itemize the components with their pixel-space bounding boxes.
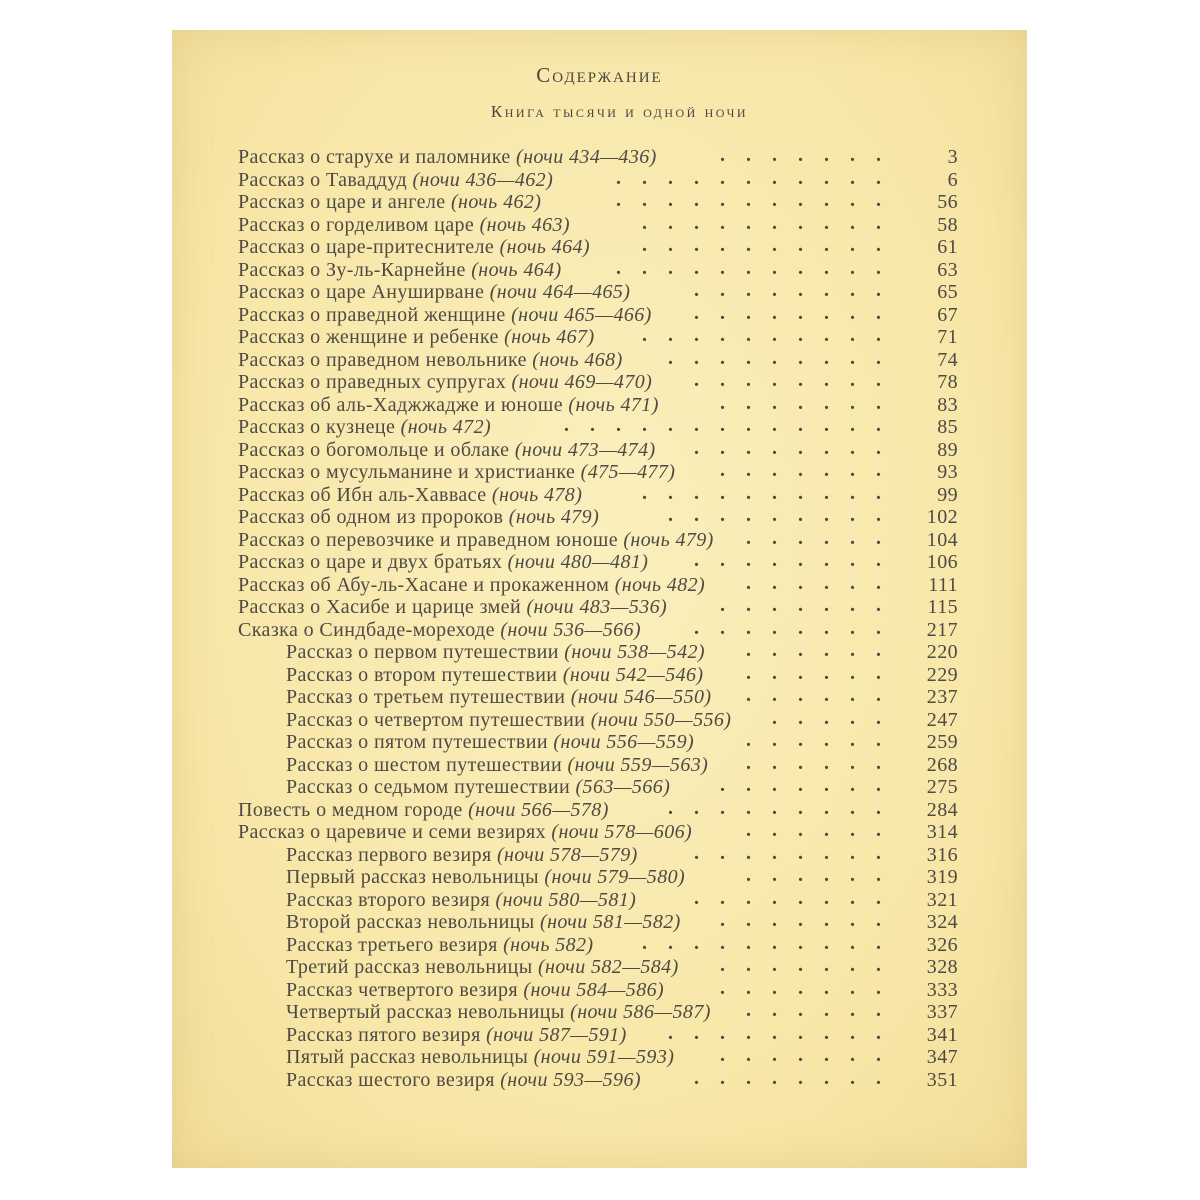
dot-leader: .........	[668, 796, 902, 819]
table-of-contents	[238, 146, 958, 1091]
toc-entry-title: Рассказ о шестом путешествии	[286, 753, 563, 776]
toc-entry-page: 67	[937, 303, 958, 326]
toc-entry	[286, 661, 958, 687]
dot-leader: ........	[694, 279, 902, 301]
toc-entry-title: Рассказ о четвертом путешествии	[286, 708, 586, 731]
toc-entry-page: 237	[926, 686, 958, 708]
dot-leader: ......	[746, 864, 902, 886]
toc-entry	[286, 1066, 958, 1092]
toc-entry	[286, 641, 958, 664]
toc-entry-nights: (ночь 482)	[614, 573, 706, 596]
toc-entry-page: 104	[926, 528, 958, 551]
toc-entry-nights: (ночи 480—481)	[507, 551, 649, 573]
toc-entry-nights: (ночи 584—586)	[523, 978, 665, 1001]
toc-entry-title: Рассказ о женщине и ребенке	[238, 326, 499, 348]
toc-entry-nights: (475—477)	[580, 461, 676, 483]
dot-leader: ...........	[616, 256, 902, 279]
toc-entry-title: Рассказ второго везиря	[286, 888, 491, 911]
dot-leader: ........	[694, 886, 902, 909]
dot-leader: ........	[694, 1066, 902, 1089]
toc-entry-nights: (ночи 578—579)	[497, 843, 638, 866]
dot-leader: .......	[720, 909, 902, 931]
toc-entry-title: Рассказ о царевиче и семи везирях	[238, 821, 546, 843]
toc-entry	[286, 1021, 958, 1047]
toc-entry-page: 275	[926, 776, 958, 798]
dot-leader: ......	[746, 999, 902, 1021]
page-title: Содержание	[536, 63, 663, 87]
toc-entry-nights: (ночь 464)	[499, 236, 590, 258]
toc-entry-nights: (ночь 472)	[400, 416, 492, 438]
dot-leader: .......	[720, 459, 902, 481]
toc-entry-title: Третий рассказ невольницы	[286, 956, 533, 978]
toc-entry-nights: (ночи 542—546)	[562, 663, 704, 686]
toc-entry-nights: (ночь 582)	[503, 933, 594, 956]
toc-entry-page: 89	[937, 438, 958, 461]
toc-entry-title: Рассказ об аль-Хаджжадже и юноше	[238, 393, 563, 416]
toc-entry-title: Рассказ о кузнеце	[238, 416, 396, 438]
toc-entry	[238, 506, 958, 529]
toc-entry	[238, 191, 958, 214]
toc-entry-title: Рассказ о первом путешествии	[286, 641, 559, 663]
toc-entry-page: 268	[926, 753, 958, 776]
toc-entry	[238, 596, 958, 619]
toc-entry-page: 65	[937, 281, 958, 303]
dot-leader: .............	[564, 414, 902, 436]
toc-entry	[238, 436, 958, 462]
toc-entry	[238, 166, 958, 192]
toc-entry-page: 337	[926, 1001, 958, 1023]
toc-entry-title: Рассказ о втором путешествии	[286, 663, 558, 686]
dot-leader: ........	[694, 841, 902, 864]
toc-entry-nights: (ночи 536—566)	[500, 618, 641, 641]
toc-entry	[286, 776, 958, 799]
toc-entry-nights: (ночь 479)	[623, 528, 714, 551]
toc-entry-page: 99	[937, 483, 958, 506]
toc-entry	[238, 211, 958, 237]
toc-entry-page: 115	[927, 596, 958, 618]
toc-entry-title: Первый рассказ невольницы	[286, 866, 539, 888]
toc-entry	[238, 301, 958, 327]
toc-entry-page: 93	[937, 461, 958, 483]
toc-entry	[286, 706, 958, 732]
toc-entry-title: Рассказ четвертого везиря	[286, 978, 518, 1001]
toc-entry-title: Четвертый рассказ невольницы	[286, 1001, 565, 1023]
toc-entry-page: 78	[937, 371, 958, 393]
toc-entry-title: Рассказ о горделивом царе	[238, 213, 475, 236]
toc-entry-nights: (ночи 593—596)	[500, 1068, 641, 1091]
toc-entry-title: Рассказ о царе Ануширване	[238, 281, 485, 303]
toc-entry	[238, 346, 958, 372]
toc-entry	[238, 146, 958, 169]
dot-leader: ......	[746, 526, 902, 549]
toc-entry-page: 314	[926, 821, 958, 843]
toc-entry-nights: (ночи 582—584)	[537, 956, 679, 978]
dot-leader: .....	[772, 706, 902, 729]
toc-entry-nights: (ночи 434—436)	[516, 146, 657, 168]
toc-entry	[286, 931, 958, 957]
toc-entry-page: 111	[928, 573, 958, 596]
toc-entry-nights: (ночи 436—462)	[412, 168, 554, 191]
toc-entry	[286, 1001, 958, 1024]
toc-entry	[238, 821, 958, 844]
toc-entry	[238, 526, 958, 552]
toc-entry	[238, 281, 958, 304]
toc-entry	[286, 751, 958, 777]
toc-entry-title: Сказка о Синдбаде-мореходе	[238, 618, 495, 641]
toc-entry-page: 229	[926, 663, 958, 686]
toc-entry-page: 6	[947, 168, 958, 191]
toc-entry	[238, 371, 958, 394]
toc-entry-title: Рассказ о старухе и паломнике	[238, 146, 511, 168]
toc-entry-page: 321	[926, 888, 958, 911]
toc-entry-page: 326	[926, 933, 958, 956]
toc-entry-nights: (ночь 467)	[504, 326, 595, 348]
dot-leader: .........	[668, 504, 902, 526]
dot-leader: ........	[694, 369, 902, 391]
toc-entry-page: 324	[926, 911, 958, 933]
toc-entry-page: 83	[937, 393, 958, 416]
toc-entry-title: Пятый рассказ невольницы	[286, 1046, 529, 1068]
dot-leader: ......	[746, 639, 902, 661]
toc-entry-nights: (ночи 559—563)	[567, 753, 709, 776]
toc-entry-page: 85	[937, 416, 958, 438]
toc-entry-title: Рассказ о перевозчике и праведном юноше	[238, 528, 618, 551]
toc-entry-page: 259	[926, 731, 958, 753]
dot-leader: .......	[720, 391, 902, 414]
toc-entry-nights: (ночи 550—556)	[590, 708, 732, 731]
toc-entry-nights: (ночи 591—593)	[533, 1046, 675, 1068]
dot-leader: .......	[720, 594, 902, 616]
toc-entry-nights: (ночь 462)	[450, 191, 542, 213]
dot-leader: ......	[746, 751, 902, 774]
toc-entry-nights: (ночи 580—581)	[495, 888, 637, 911]
toc-entry-page: 284	[926, 798, 958, 821]
toc-entry-page: 58	[937, 213, 958, 236]
toc-entry	[286, 956, 958, 979]
toc-entry	[286, 731, 958, 754]
toc-entry	[238, 551, 958, 574]
toc-entry-page: 328	[926, 956, 958, 978]
toc-entry-page: 316	[926, 843, 958, 866]
dot-leader: ........	[694, 436, 902, 459]
dot-leader: .......	[720, 774, 902, 796]
toc-entry-title: Рассказ шестого везиря	[286, 1068, 495, 1091]
dot-leader: ......	[746, 684, 902, 706]
toc-entry	[286, 976, 958, 1002]
toc-entry-nights: (ночи 469—470)	[511, 371, 653, 393]
toc-entry	[238, 571, 958, 597]
toc-entry-nights: (ночи 546—550)	[570, 686, 712, 708]
toc-entry	[286, 1046, 958, 1069]
dot-leader: ......	[746, 819, 902, 841]
toc-entry-nights: (ночь 463)	[479, 213, 570, 236]
toc-entry-nights: (ночи 578—606)	[551, 821, 693, 843]
toc-entry-page: 341	[926, 1023, 958, 1046]
dot-leader: .........	[668, 1021, 902, 1044]
toc-entry-title: Рассказ о седьмом путешествии	[286, 776, 571, 798]
toc-entry-nights: (563—566)	[575, 776, 671, 798]
page-subtitle: Книга тысячи и одной ночи	[490, 102, 749, 121]
toc-entry-nights: (ночь 471)	[568, 393, 659, 416]
toc-entry	[238, 326, 958, 349]
toc-entry-title: Рассказ о праведной женщине	[238, 303, 506, 326]
toc-entry-title: Рассказ о богомольце и облаке	[238, 438, 510, 461]
toc-entry-nights: (ночи 581—582)	[540, 911, 681, 933]
toc-entry-page: 347	[926, 1046, 958, 1068]
toc-entry-page: 220	[926, 641, 958, 663]
toc-entry	[286, 841, 958, 867]
toc-entry-page: 63	[937, 258, 958, 281]
dot-leader: ..........	[642, 481, 902, 504]
toc-entry-title: Рассказ о мусульманине и христианке	[238, 461, 576, 483]
toc-entry	[238, 796, 958, 822]
dot-leader: ..........	[642, 324, 902, 346]
toc-entry-title: Рассказ о праведных супругах	[238, 371, 507, 393]
dot-leader: ..........	[642, 931, 902, 954]
toc-entry	[286, 911, 958, 934]
toc-entry	[238, 616, 958, 642]
toc-entry-title: Рассказ пятого везиря	[286, 1023, 481, 1046]
toc-entry	[286, 866, 958, 889]
dot-leader: ......	[746, 571, 902, 594]
toc-entry-title: Рассказ о Зу-ль-Карнейне	[238, 258, 466, 281]
toc-entry-nights: (ночи 566—578)	[468, 798, 609, 821]
toc-entry	[238, 391, 958, 417]
toc-entry-title: Рассказ третьего везиря	[286, 933, 498, 956]
toc-entry-title: Рассказ о пятом путешествии	[286, 731, 548, 753]
toc-entry	[286, 886, 958, 912]
toc-entry-nights: (ночь 464)	[471, 258, 562, 281]
dot-leader: ........	[694, 549, 902, 571]
toc-entry-nights: (ночь 468)	[532, 348, 623, 371]
dot-leader: ...........	[616, 189, 902, 211]
toc-entry-nights: (ночи 556—559)	[553, 731, 695, 753]
toc-entry	[238, 481, 958, 507]
toc-entry-title: Рассказ о Таваддуд	[238, 168, 408, 191]
dot-leader: ..........	[642, 211, 902, 234]
toc-entry-title: Рассказ об Абу-ль-Хасане и прокаженном	[238, 573, 610, 596]
toc-entry-title: Рассказ о третьем путешествии	[286, 686, 566, 708]
toc-entry-nights: (ночи 473—474)	[514, 438, 656, 461]
toc-entry-nights: (ночи 586—587)	[570, 1001, 711, 1023]
toc-entry	[286, 686, 958, 709]
toc-entry-title: Рассказ первого везиря	[286, 843, 492, 866]
dot-leader: ........	[694, 616, 902, 639]
toc-entry-page: 61	[937, 236, 958, 258]
toc-entry	[238, 461, 958, 484]
toc-entry-nights: (ночь 478)	[491, 483, 583, 506]
dot-leader: ......	[746, 729, 902, 751]
dot-leader: ...........	[616, 166, 902, 189]
dot-leader: .......	[720, 954, 902, 976]
toc-entry-nights: (ночи 579—580)	[544, 866, 686, 888]
toc-entry-page: 247	[926, 708, 958, 731]
toc-entry-page: 106	[926, 551, 958, 573]
book-page	[172, 30, 1027, 1168]
toc-entry-title: Рассказ о царе-притеснителе	[238, 236, 495, 258]
toc-entry-page: 74	[937, 348, 958, 371]
toc-entry-page: 102	[926, 506, 958, 528]
toc-entry-title: Рассказ о царе и ангеле	[238, 191, 446, 213]
toc-entry-title: Рассказ о праведном невольнике	[238, 348, 527, 371]
toc-entry-nights: (ночь 479)	[508, 506, 600, 528]
dot-leader: ......	[746, 661, 902, 684]
toc-entry-page: 56	[937, 191, 958, 213]
toc-entry	[238, 256, 958, 282]
dot-leader: .......	[720, 1044, 902, 1066]
toc-entry-nights: (ночи 483—536)	[526, 596, 668, 618]
toc-entry-page: 217	[926, 618, 958, 641]
toc-entry	[238, 416, 958, 439]
dot-leader: ........	[694, 301, 902, 324]
dot-leader: ..........	[642, 234, 902, 256]
toc-entry-page: 333	[926, 978, 958, 1001]
toc-entry-nights: (ночи 464—465)	[489, 281, 631, 303]
dot-leader: .......	[720, 976, 902, 999]
dot-leader: .......	[720, 144, 902, 166]
toc-entry-title: Рассказ о царе и двух братьях	[238, 551, 503, 573]
toc-entry-nights: (ночи 465—466)	[511, 303, 652, 326]
toc-entry-title: Второй рассказ невольницы	[286, 911, 535, 933]
toc-entry-title: Рассказ о Хасибе и царице змей	[238, 596, 522, 618]
dot-leader: .........	[668, 346, 902, 369]
toc-entry-page: 319	[926, 866, 958, 888]
toc-entry-nights: (ночи 587—591)	[486, 1023, 627, 1046]
toc-entry-title: Повесть о медном городе	[238, 798, 463, 821]
toc-entry-nights: (ночи 538—542)	[564, 641, 705, 663]
toc-entry-page: 3	[947, 146, 958, 168]
toc-entry-title: Рассказ об одном из пророков	[238, 506, 504, 528]
toc-entry	[238, 236, 958, 259]
toc-entry-title: Рассказ об Ибн аль-Хаввасе	[238, 483, 487, 506]
toc-entry-page: 351	[926, 1068, 958, 1091]
toc-entry-page: 71	[937, 326, 958, 348]
